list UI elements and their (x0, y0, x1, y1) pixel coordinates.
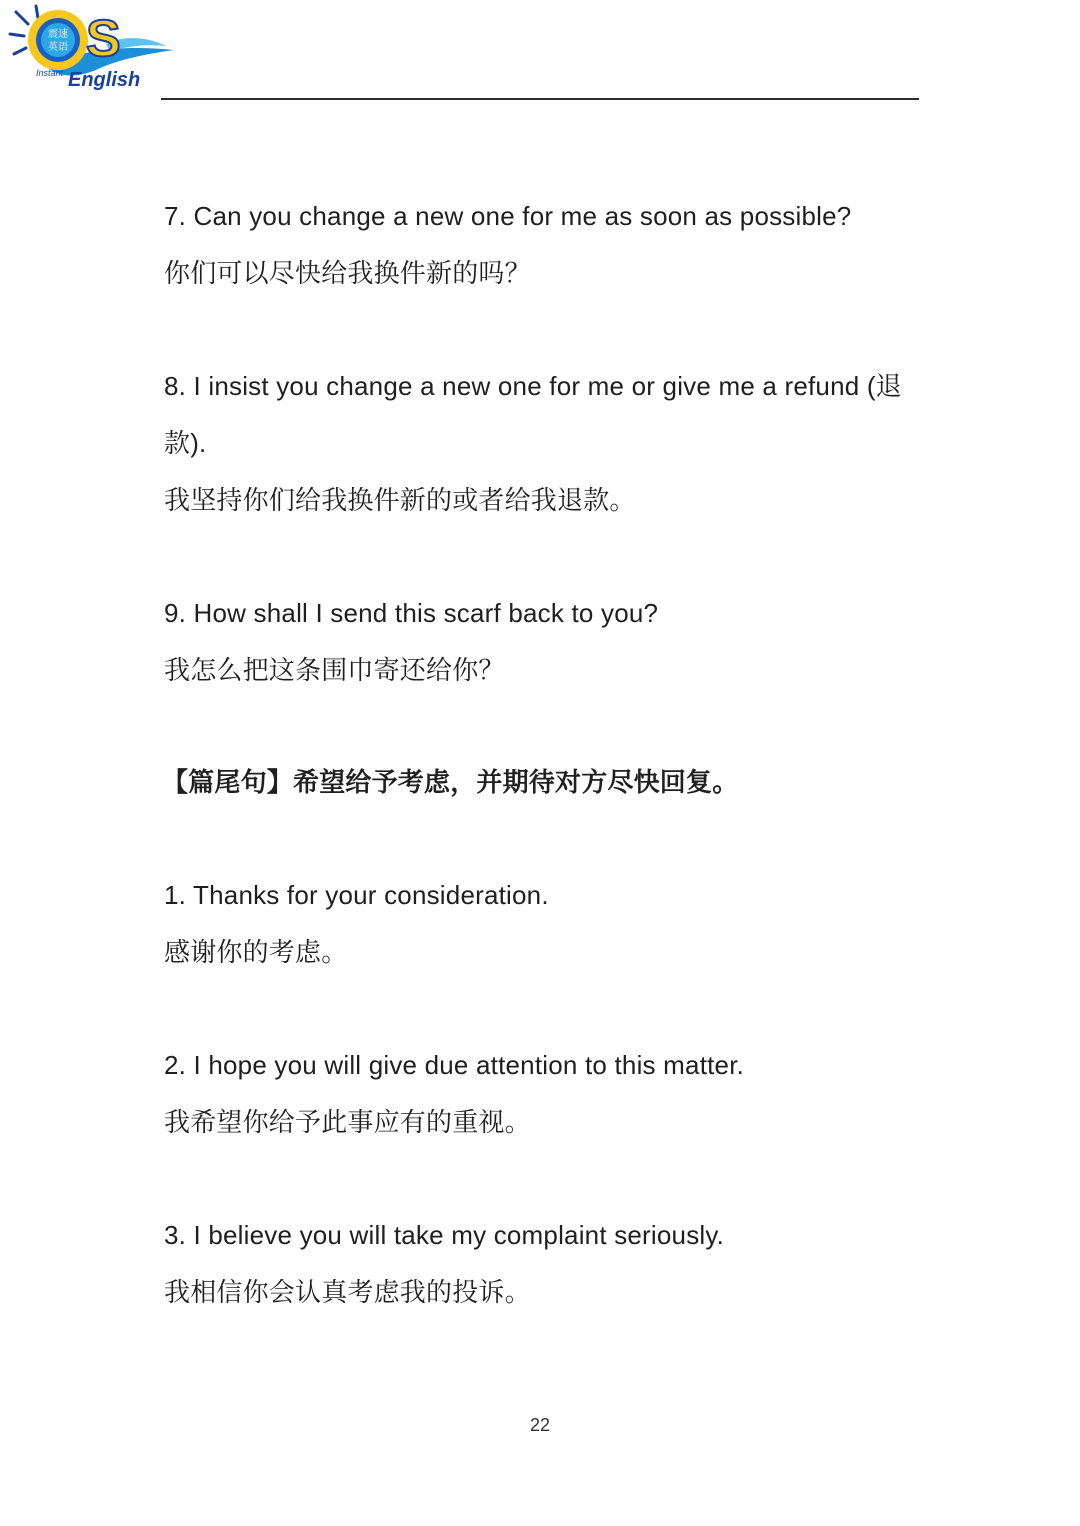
sentence-7-english: 7. Can you change a new one for me as soon as possible? (164, 201, 852, 231)
sentence-7-chinese: 你们可以尽快给我换件新的吗？ (164, 258, 531, 288)
sentence-8-english-line2: 款). (164, 428, 207, 458)
logo-graphic (6, 4, 178, 94)
page-header (0, 0, 1080, 110)
closing-2-chinese: 我希望你给予此事应有的重视。 (164, 1107, 531, 1137)
svg-text:Instant: Instant (36, 68, 64, 78)
closing-section-heading: 【篇尾句】希望给予考虑，并期待对方尽快回复。 (162, 767, 739, 797)
closing-1-chinese: 感谢你的考虑。 (164, 937, 348, 967)
sentence-9-chinese: 我怎么把这条围巾寄还给你？ (164, 655, 505, 685)
sentence-8-english-line1: 8. I insist you change a new one for me or give me a refund (退 (164, 371, 902, 401)
instant-english-logo (6, 4, 178, 94)
header-divider (161, 98, 919, 100)
closing-3-english: 3. I believe you will take my complaint seriously. (164, 1220, 725, 1250)
svg-text:震速: 震速 (48, 29, 68, 40)
closing-1-english: 1. Thanks for your consideration. (164, 880, 549, 910)
sentence-8-chinese: 我坚持你们给我换件新的或者给我退款。 (164, 485, 636, 515)
logo-letters: S (86, 10, 121, 68)
sentence-9-english: 9. How shall I send this scarf back to you? (164, 598, 659, 628)
page-number: 22 (529, 1415, 551, 1435)
closing-2-english: 2. I hope you will give due attention to this matter. (164, 1050, 745, 1080)
svg-text:英语: 英语 (48, 42, 68, 53)
closing-3-chinese: 我相信你会认真考虑我的投诉。 (164, 1277, 531, 1307)
svg-text:English: English (68, 69, 141, 91)
